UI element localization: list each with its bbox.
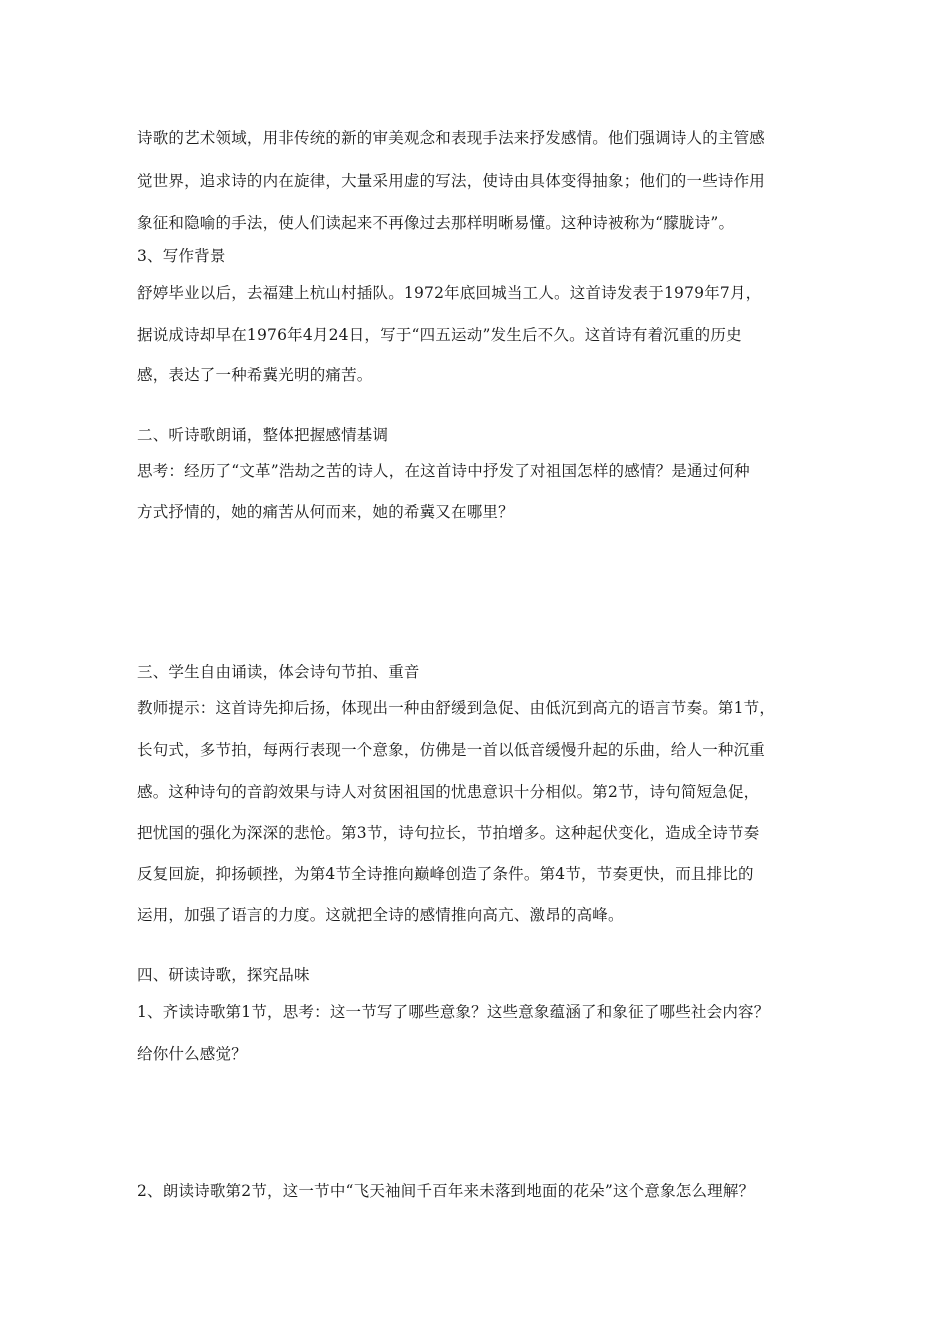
text-line: 思考：经历了“文革”浩劫之苦的诗人，在这首诗中抒发了对祖国怎样的感情？是通过何种 bbox=[137, 462, 750, 480]
text-line: 运用，加强了语言的力度。这就把全诗的感情推向高亢、激昂的高峰。 bbox=[137, 906, 624, 924]
text-line: 诗歌的艺术领域，用非传统的新的审美观念和表现手法来抒发感情。他们强调诗人的主管感 bbox=[137, 129, 766, 147]
text-line: 长句式，多节拍，每两行表现一个意象，仿佛是一首以低音缓慢升起的乐曲，给人一种沉重 bbox=[137, 741, 766, 759]
text-line: 觉世界，追求诗的内在旋律，大量采用虚的写法，使诗由具体变得抽象；他们的一些诗作用 bbox=[137, 172, 766, 190]
text-line: 2、朗读诗歌第2节，这一节中“飞天袖间千百年来未落到地面的花朵”这个意象怎么理解？ bbox=[137, 1182, 755, 1200]
text-line: 象征和隐喻的手法，使人们读起来不再像过去那样明晰易懂。这种诗被称为“朦胧诗”。 bbox=[137, 214, 735, 232]
text-line: 反复回旋，抑扬顿挫，为第4节全诗推向巅峰创造了条件。第4节，节奏更快，而且排比的 bbox=[137, 865, 754, 883]
text-line: 舒婷毕业以后，去福建上杭山村插队。1972年底回城当工人。这首诗发表于1979年7月， bbox=[137, 284, 762, 302]
section-heading: 三、学生自由诵读，体会诗句节拍、重音 bbox=[137, 663, 420, 681]
section-heading: 二、听诗歌朗诵，整体把握感情基调 bbox=[137, 426, 389, 444]
text-line: 1、齐读诗歌第1节，思考：这一节写了哪些意象？这些意象蕴涵了和象征了哪些社会内容？ bbox=[137, 1003, 770, 1021]
section-heading: 3、写作背景 bbox=[137, 247, 226, 265]
text-line: 感。这种诗句的音韵效果与诗人对贫困祖国的忧患意识十分相似。第2节，诗句简短急促， bbox=[137, 783, 760, 801]
text-line: 方式抒情的，她的痛苦从何而来，她的希冀又在哪里？ bbox=[137, 503, 514, 521]
text-line: 教师提示：这首诗先抑后扬，体现出一种由舒缓到急促、由低沉到高亢的语言节奏。第1节， bbox=[137, 699, 776, 717]
section-heading: 四、研读诗歌，探究品味 bbox=[137, 966, 310, 984]
text-line: 把忧国的强化为深深的悲怆。第3节，诗句拉长，节拍增多。这种起伏变化，造成全诗节奏 bbox=[137, 824, 760, 842]
text-line: 据说成诗却早在1976年4月24日，写于“四五运动”发生后不久。这首诗有着沉重的历史 bbox=[137, 326, 742, 344]
text-line: 给你什么感觉？ bbox=[137, 1045, 247, 1063]
text-line: 感，表达了一种希冀光明的痛苦。 bbox=[137, 366, 373, 384]
